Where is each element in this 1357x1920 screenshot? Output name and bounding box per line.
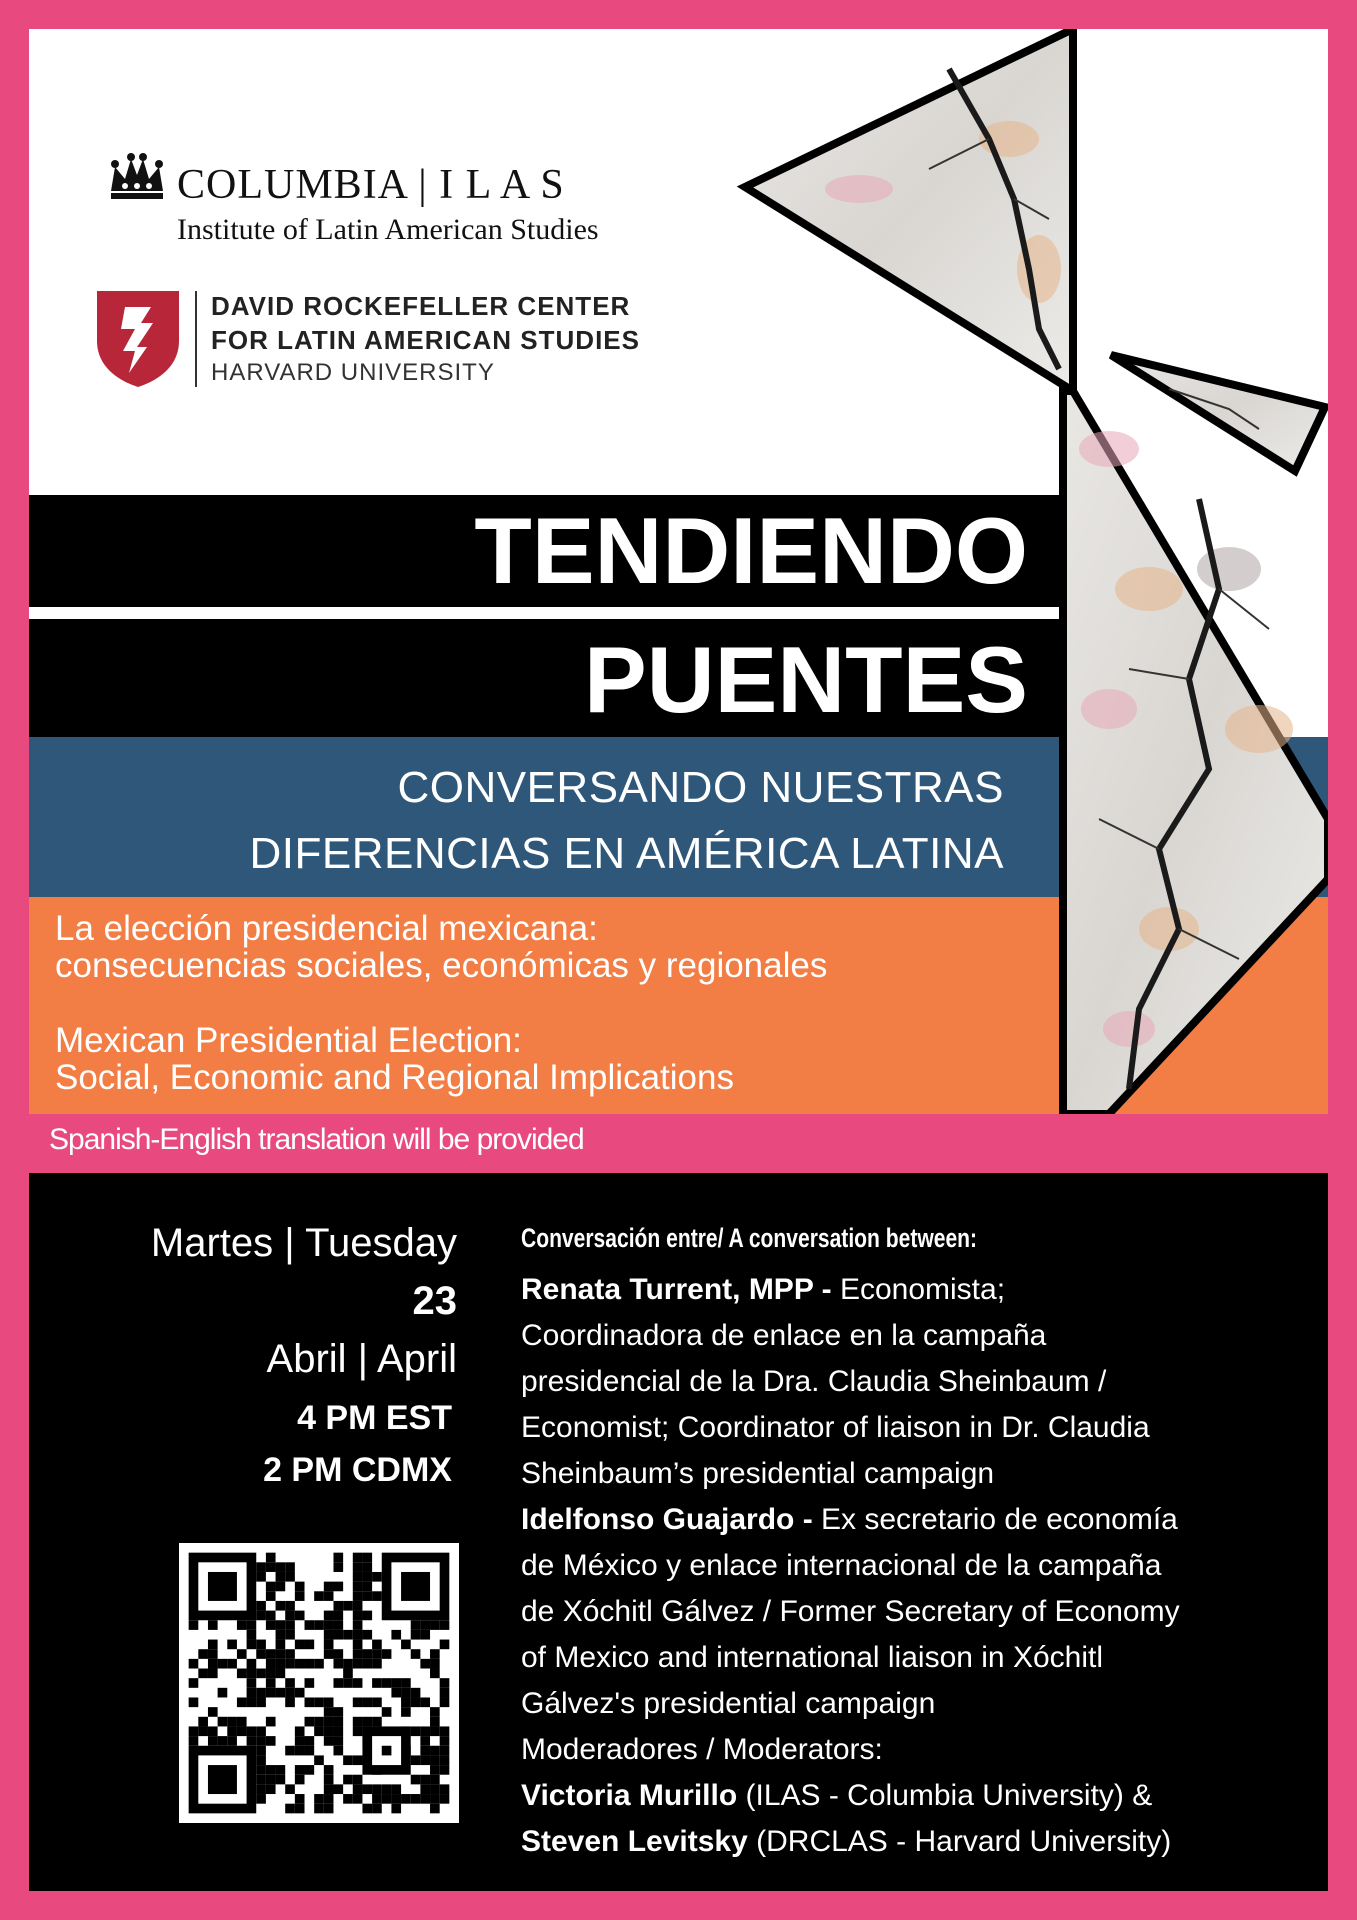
speaker-1-desc-line-3: presidencial de la Dra. Claudia Sheinbaum / [521, 1365, 1107, 1398]
speaker-2-name: Idelfonso Guajardo - [521, 1503, 822, 1536]
moderators-label: Moderadores / Moderators: [521, 1733, 883, 1766]
title-line-1: TENDIENDO [474, 498, 1028, 603]
speaker-1-line [521, 1273, 1005, 1307]
conversation-header: Conversación entre/ A conversation between: [521, 1223, 978, 1253]
subtitle-line-2: DIFERENCIAS EN AMÉRICA LATINA [249, 829, 1004, 878]
topic-english-line-1: Mexican Presidential Election: [55, 1021, 522, 1060]
event-date: 23 [412, 1279, 457, 1323]
event-time-est: 4 PM EST [297, 1399, 452, 1437]
topic-english-line-2: Social, Economic and Regional Implications [55, 1058, 734, 1097]
logo-divider [195, 291, 197, 387]
harvard-university-name: HARVARD UNIVERSITY [211, 359, 495, 386]
event-poster [29, 29, 1328, 1891]
poster-header-panel [29, 29, 1328, 1114]
event-time-cdmx: 2 PM CDMX [263, 1451, 452, 1489]
speaker-2-desc-line-5: Gálvez's presidential campaign [521, 1687, 936, 1720]
speaker-2-desc: Ex secretario de economía [821, 1503, 1178, 1536]
speaker-1-desc-line-5: Sheinbaum’s presidential campaign [521, 1457, 995, 1490]
speaker-1-desc-line-4: Economist; Coordinator of liaison in Dr. Claudia [521, 1411, 1150, 1444]
speaker-1-desc-line-2: Coordinadora de enlace en la campaña [521, 1319, 1047, 1352]
speaker-1-desc: Economista; [839, 1273, 1006, 1306]
moderator-1-affiliation: (ILAS - Columbia University) & [737, 1779, 1153, 1812]
title-divider-line [29, 607, 1063, 619]
moderator-1-name: Victoria Murillo [521, 1779, 738, 1812]
harvard-shield-icon [95, 289, 181, 389]
event-day: Martes | Tuesday [150, 1221, 457, 1265]
harvard-center-name-line2: FOR LATIN AMERICAN STUDIES [211, 325, 640, 355]
moderator-1-line [521, 1779, 1152, 1813]
speaker-2-desc-line-3: de Xóchitl Gálvez / Former Secretary of Economy [521, 1595, 1180, 1628]
subtitle-line-1: CONVERSANDO NUESTRAS [397, 763, 1004, 812]
topic-spanish-line-2: consecuencias sociales, económicas y regionales [55, 946, 828, 985]
speaker-1-name: Renata Turrent, MPP - [521, 1273, 840, 1306]
columbia-ilas-name: COLUMBIA | I L A S [177, 162, 565, 208]
translation-note: Spanish-English translation will be provided [49, 1123, 584, 1156]
moderator-2-name: Steven Levitsky [521, 1825, 748, 1858]
moderator-2-affiliation: (DRCLAS - Harvard University) [747, 1825, 1172, 1858]
registration-qr-code[interactable] [179, 1543, 459, 1823]
speaker-2-desc-line-4: of Mexico and international liaison in Xóchitl [521, 1641, 1103, 1674]
topic-spanish-line-1: La elección presidencial mexicana: [55, 909, 598, 948]
harvard-center-name-line1: DAVID ROCKEFELLER CENTER [211, 291, 631, 321]
title-line-2: PUENTES [584, 627, 1028, 732]
speaker-2-line [521, 1503, 1178, 1537]
speaker-2-desc-line-2: de México y enlace internacional de la campaña [521, 1549, 1162, 1582]
columbia-ilas-subtitle: Institute of Latin American Studies [177, 213, 599, 246]
moderator-2-line [521, 1825, 1171, 1859]
crown-icon [107, 153, 167, 201]
event-month: Abril | April [266, 1337, 457, 1381]
